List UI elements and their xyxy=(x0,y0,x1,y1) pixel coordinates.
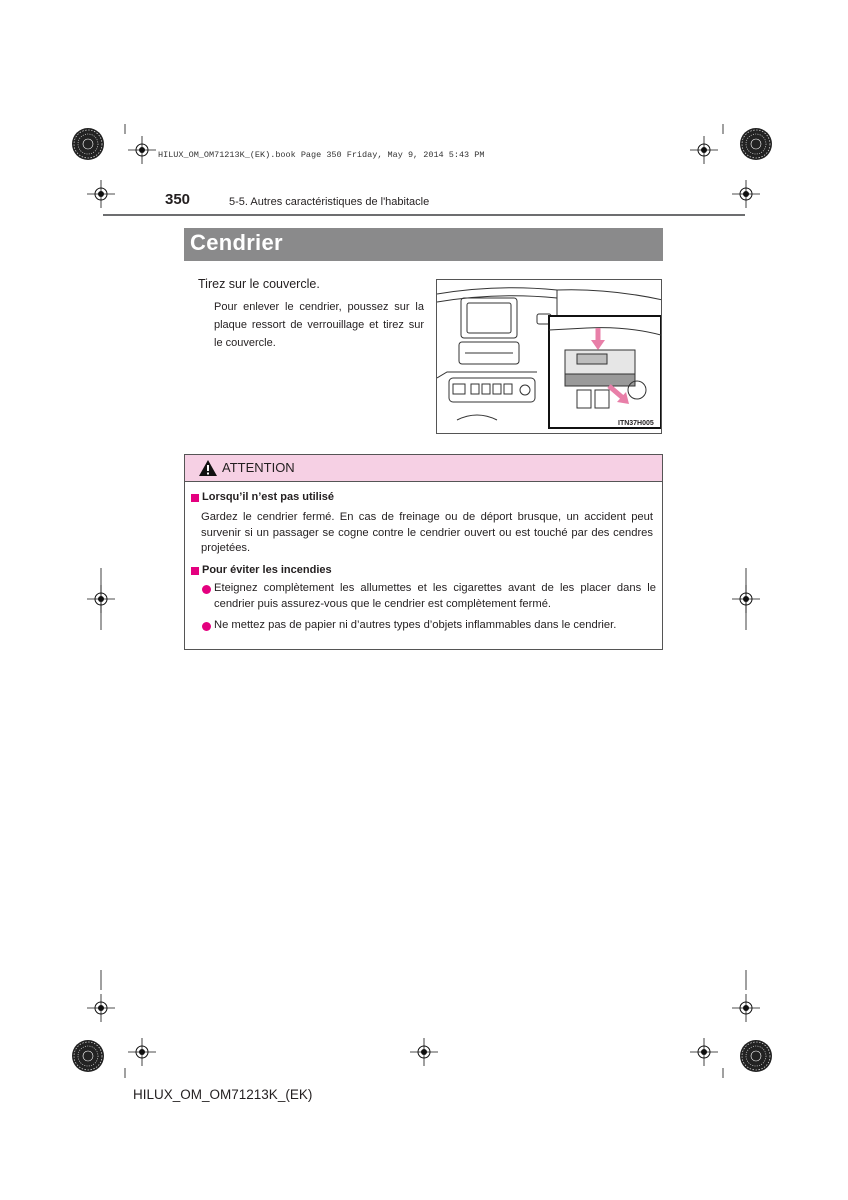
circle-bullet-icon xyxy=(202,585,211,594)
square-bullet-icon xyxy=(191,567,199,575)
step-text: Tirez sur le couvercle. xyxy=(198,277,320,291)
square-bullet-icon xyxy=(191,494,199,502)
bullet-text: Ne mettez pas de papier ni d’autres types d’objets inflammables dans le cendrier. xyxy=(214,619,617,631)
attention-title: ATTENTION xyxy=(222,460,295,475)
ashtray-illustration xyxy=(436,279,662,434)
warning-icon xyxy=(199,460,217,476)
circle-bullet-icon xyxy=(202,622,211,631)
illustration-code: ITN37H005 xyxy=(618,420,654,427)
bullet-text: Eteignez complètement les allumettes et les cigarettes avant de les placer dans le cendrier puis assurez-vous que le cendrier est complètement fermé. xyxy=(214,582,656,610)
page-number: 350 xyxy=(165,191,191,208)
footer-text: HILUX_OM_OM71213K_(EK) xyxy=(133,1087,313,1102)
page-title: Cendrier xyxy=(190,230,283,255)
attention-paragraph: Gardez le cendrier fermé. En cas de freinage ou de déport brusque, un accident peut survenir si un passager se cogne contre le cendrier ouvert ou est touché par des cendres projetées. xyxy=(201,511,653,554)
attention-subheading: Lorsqu’il n’est pas utilisé xyxy=(202,491,335,503)
print-header: HILUX_OM_OM71213K_(EK).book Page 350 Friday, May 9, 2014 5:43 PM xyxy=(158,150,485,160)
step-detail: Pour enlever le cendrier, poussez sur la plaque ressort de verrouillage et tirez sur le couvercle. xyxy=(214,301,424,349)
header-rule xyxy=(103,214,745,216)
section-title: 5-5. Autres caractéristiques de l'habitacle xyxy=(229,196,430,208)
attention-subheading: Pour éviter les incendies xyxy=(202,564,332,576)
